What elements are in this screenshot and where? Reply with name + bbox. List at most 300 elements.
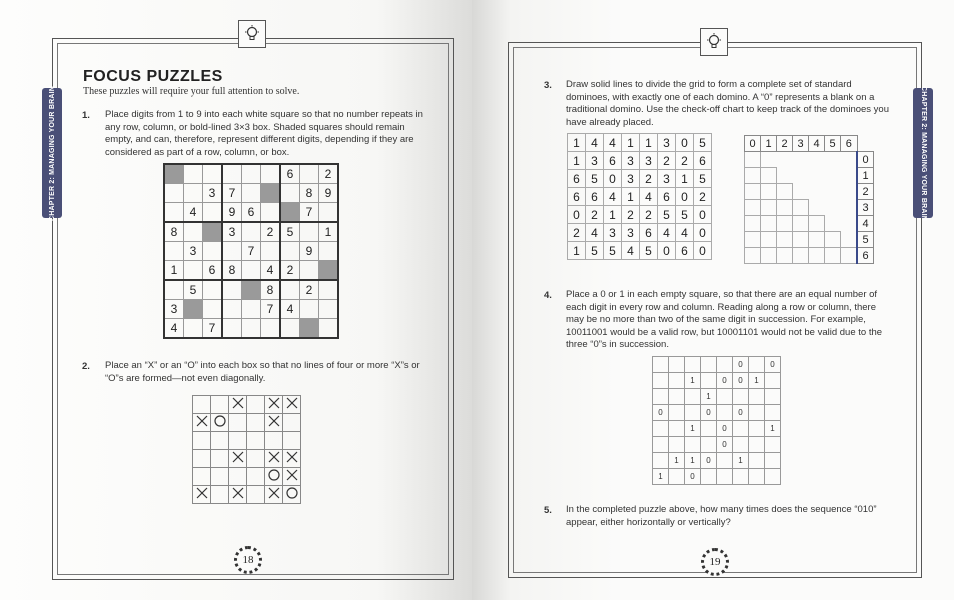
domino-cell[interactable]: 6 (676, 242, 694, 260)
binary-cell[interactable] (749, 453, 765, 469)
binary-cell[interactable] (669, 389, 685, 405)
binary-cell[interactable] (669, 373, 685, 389)
sudoku-cell[interactable] (222, 164, 242, 184)
binary-cell[interactable] (685, 437, 701, 453)
domino-cell[interactable]: 0 (694, 242, 712, 260)
sudoku-cell[interactable]: 7 (242, 242, 261, 261)
xo-cell[interactable] (283, 396, 301, 414)
checkoff-box[interactable] (777, 200, 793, 216)
checkoff-row-label: 6 (857, 248, 874, 264)
sudoku-cell[interactable] (222, 319, 242, 339)
xo-cell[interactable] (229, 450, 247, 468)
xo-cell[interactable] (229, 414, 247, 432)
checkoff-box[interactable] (809, 248, 825, 264)
sudoku-cell[interactable] (280, 319, 300, 339)
binary-cell[interactable] (717, 405, 733, 421)
domino-row (568, 170, 712, 188)
sudoku-cell[interactable]: 6 (242, 203, 261, 223)
domino-cell[interactable]: 2 (640, 170, 658, 188)
xo-cell[interactable] (247, 432, 265, 450)
checkoff-box[interactable] (761, 232, 777, 248)
domino-cell[interactable]: 5 (694, 134, 712, 152)
checkoff-empty (825, 216, 841, 232)
checkoff-box[interactable] (777, 248, 793, 264)
x-mark-icon (268, 397, 280, 409)
sudoku-cell[interactable]: 3 (184, 242, 203, 261)
checkoff-box[interactable] (761, 200, 777, 216)
x-mark-icon (286, 397, 298, 409)
domino-cell[interactable]: 2 (676, 152, 694, 170)
binary-cell[interactable] (669, 405, 685, 421)
domino-cell[interactable]: 5 (658, 206, 676, 224)
sudoku-cell[interactable]: 7 (300, 203, 319, 223)
sudoku-cell[interactable] (261, 319, 281, 339)
binary-cell[interactable] (701, 357, 717, 373)
checkoff-box[interactable] (761, 216, 777, 232)
checkoff-empty (825, 184, 841, 200)
domino-cell[interactable]: 1 (622, 134, 640, 152)
xo-cell[interactable] (247, 396, 265, 414)
binary-cell[interactable] (653, 421, 669, 437)
sudoku-cell[interactable]: 8 (300, 184, 319, 203)
domino-cell[interactable]: 2 (568, 224, 586, 242)
xo-cell[interactable] (247, 486, 265, 504)
sudoku-cell[interactable] (203, 242, 223, 261)
sudoku-cell[interactable]: 7 (261, 300, 281, 319)
domino-cell[interactable]: 3 (622, 170, 640, 188)
checkoff-box[interactable] (825, 232, 841, 248)
binary-cell[interactable] (685, 389, 701, 405)
checkoff-box[interactable] (761, 168, 777, 184)
domino-cell[interactable]: 6 (694, 152, 712, 170)
checkoff-box[interactable] (777, 216, 793, 232)
sudoku-cell[interactable]: 5 (184, 280, 203, 300)
binary-cell[interactable] (733, 437, 749, 453)
chapter-tab: CHAPTER 2: MANAGING YOUR BRAIN (42, 88, 62, 218)
domino-cell[interactable]: 4 (640, 188, 658, 206)
domino-cell[interactable]: 1 (568, 134, 586, 152)
sudoku-cell[interactable] (242, 319, 261, 339)
binary-cell[interactable] (749, 357, 765, 373)
domino-checkoff-chart[interactable] (744, 135, 874, 264)
domino-cell[interactable]: 2 (622, 206, 640, 224)
binary-cell[interactable] (701, 437, 717, 453)
x-mark-icon (268, 415, 280, 427)
sudoku-cell[interactable] (300, 164, 319, 184)
sudoku-row (164, 261, 338, 281)
domino-cell[interactable]: 0 (676, 134, 694, 152)
sudoku-cell[interactable] (261, 203, 281, 223)
sudoku-cell[interactable] (261, 164, 281, 184)
binary-cell[interactable] (653, 373, 669, 389)
checkoff-box[interactable] (761, 248, 777, 264)
domino-cell[interactable]: 3 (658, 134, 676, 152)
sudoku-shaded-cell (280, 203, 300, 223)
checkoff-row (745, 248, 874, 264)
sudoku-cell[interactable] (164, 280, 184, 300)
binary-cell[interactable]: 1 (669, 453, 685, 469)
checkoff-box[interactable] (841, 248, 858, 264)
sudoku-cell[interactable] (261, 242, 281, 261)
sudoku-cell[interactable]: 3 (203, 184, 223, 203)
domino-grid[interactable] (567, 133, 712, 260)
binary-row (653, 437, 781, 453)
checkoff-empty (809, 200, 825, 216)
binary-cell[interactable] (653, 453, 669, 469)
domino-cell[interactable]: 4 (604, 134, 622, 152)
domino-cell[interactable]: 1 (676, 170, 694, 188)
sudoku-cell[interactable]: 9 (222, 203, 242, 223)
binary-cell[interactable] (685, 405, 701, 421)
binary-cell[interactable] (765, 373, 781, 389)
binary-cell[interactable] (701, 373, 717, 389)
xo-cell[interactable] (229, 432, 247, 450)
sudoku-cell[interactable] (222, 300, 242, 319)
checkoff-box[interactable] (745, 248, 761, 264)
xo-cell[interactable] (211, 486, 229, 504)
domino-cell[interactable]: 3 (640, 152, 658, 170)
xo-cell[interactable] (283, 414, 301, 432)
domino-cell[interactable]: 0 (676, 188, 694, 206)
sudoku-cell[interactable] (164, 203, 184, 223)
question-4-number: 4. (544, 290, 552, 301)
sudoku-row (164, 222, 338, 242)
binary-cell[interactable] (765, 437, 781, 453)
domino-cell[interactable]: 5 (604, 242, 622, 260)
binary-cell[interactable] (701, 421, 717, 437)
checkoff-corner (857, 136, 874, 152)
domino-cell[interactable]: 5 (694, 170, 712, 188)
sudoku-cell[interactable]: 3 (164, 300, 184, 319)
question-2-number: 2. (82, 361, 90, 372)
checkoff-box[interactable] (745, 232, 761, 248)
domino-cell[interactable]: 3 (604, 224, 622, 242)
sudoku-cell[interactable] (319, 242, 339, 261)
domino-row (568, 188, 712, 206)
binary-row (653, 469, 781, 485)
binary-cell[interactable]: 0 (717, 421, 733, 437)
xo-cell[interactable] (247, 450, 265, 468)
binary-cell[interactable] (765, 453, 781, 469)
sudoku-cell[interactable]: 4 (280, 300, 300, 319)
sudoku-cell[interactable] (164, 184, 184, 203)
checkoff-box[interactable] (745, 152, 761, 168)
binary-cell[interactable]: 0 (717, 373, 733, 389)
domino-cell[interactable]: 0 (694, 206, 712, 224)
sudoku-cell[interactable] (184, 222, 203, 242)
domino-cell[interactable]: 1 (640, 134, 658, 152)
chapter-tab: CHAPTER 2: MANAGING YOUR BRAIN (913, 88, 933, 218)
binary-cell[interactable] (717, 469, 733, 485)
binary-cell[interactable]: 1 (685, 453, 701, 469)
xo-cell[interactable] (247, 414, 265, 432)
checkoff-box[interactable] (793, 232, 809, 248)
checkoff-box[interactable] (745, 184, 761, 200)
xo-cell[interactable] (193, 468, 211, 486)
binary-cell[interactable] (733, 421, 749, 437)
x-mark-icon (268, 487, 280, 499)
checkoff-box[interactable] (777, 232, 793, 248)
x-o-grid[interactable] (192, 395, 301, 504)
domino-cell[interactable]: 1 (568, 152, 586, 170)
binary-cell[interactable] (717, 389, 733, 405)
xo-cell[interactable] (193, 486, 211, 504)
binary-cell[interactable]: 1 (733, 453, 749, 469)
sudoku-cell[interactable] (242, 300, 261, 319)
domino-row (568, 242, 712, 260)
checkoff-empty (777, 168, 793, 184)
sudoku-cell[interactable]: 8 (222, 261, 242, 281)
binary-cell[interactable]: 0 (733, 357, 749, 373)
checkoff-row (745, 168, 874, 184)
domino-cell[interactable]: 0 (568, 206, 586, 224)
binary-cell[interactable]: 1 (749, 373, 765, 389)
domino-cell[interactable]: 5 (676, 206, 694, 224)
xo-cell[interactable] (193, 432, 211, 450)
binary-cell[interactable]: 1 (685, 373, 701, 389)
binary-cell[interactable] (717, 453, 733, 469)
binary-cell[interactable] (749, 437, 765, 453)
binary-grid[interactable] (652, 356, 781, 485)
binary-cell[interactable] (669, 437, 685, 453)
sudoku-cell[interactable]: 2 (319, 164, 339, 184)
xo-cell[interactable] (229, 396, 247, 414)
sudoku-cell[interactable]: 9 (300, 242, 319, 261)
checkoff-box[interactable] (745, 216, 761, 232)
checkoff-box[interactable] (793, 216, 809, 232)
sudoku-cell[interactable]: 6 (203, 261, 223, 281)
binary-cell[interactable]: 0 (653, 405, 669, 421)
domino-cell[interactable]: 3 (622, 152, 640, 170)
domino-cell[interactable]: 0 (604, 170, 622, 188)
binary-cell[interactable] (749, 405, 765, 421)
sudoku-cell[interactable] (242, 261, 261, 281)
domino-cell[interactable]: 6 (586, 188, 604, 206)
domino-cell[interactable]: 4 (604, 188, 622, 206)
domino-cell[interactable]: 1 (604, 206, 622, 224)
sudoku-cell[interactable]: 2 (261, 222, 281, 242)
binary-cell[interactable] (653, 357, 669, 373)
checkoff-column-label: 4 (809, 136, 825, 152)
binary-cell[interactable] (749, 469, 765, 485)
sudoku-cell[interactable] (300, 222, 319, 242)
xo-cell[interactable] (211, 414, 229, 432)
sudoku-cell[interactable] (242, 164, 261, 184)
xo-cell[interactable] (211, 396, 229, 414)
xo-cell[interactable] (283, 450, 301, 468)
domino-cell[interactable]: 5 (640, 242, 658, 260)
sudoku-cell[interactable]: 5 (280, 222, 300, 242)
page-number-19: 19 (701, 548, 729, 576)
sudoku-cell[interactable]: 6 (280, 164, 300, 184)
xo-cell[interactable] (211, 432, 229, 450)
sudoku-cell[interactable] (184, 164, 203, 184)
sudoku-cell[interactable] (319, 280, 339, 300)
xo-cell[interactable] (265, 486, 283, 504)
sudoku-cell[interactable]: 3 (222, 222, 242, 242)
xo-cell[interactable] (193, 396, 211, 414)
binary-cell[interactable] (749, 421, 765, 437)
domino-cell[interactable]: 3 (586, 152, 604, 170)
domino-cell[interactable]: 6 (640, 224, 658, 242)
binary-cell[interactable] (717, 357, 733, 373)
domino-cell[interactable]: 3 (658, 170, 676, 188)
binary-cell[interactable]: 0 (765, 357, 781, 373)
domino-cell[interactable]: 0 (658, 242, 676, 260)
sudoku-cell[interactable] (203, 203, 223, 223)
xo-cell[interactable] (283, 486, 301, 504)
sudoku-cell[interactable]: 1 (164, 261, 184, 281)
domino-cell[interactable]: 2 (658, 152, 676, 170)
xo-cell[interactable] (211, 450, 229, 468)
binary-cell[interactable]: 0 (685, 469, 701, 485)
checkoff-row-label: 4 (857, 216, 874, 232)
checkoff-box[interactable] (809, 216, 825, 232)
sudoku-cell[interactable] (242, 222, 261, 242)
sudoku-cell[interactable]: 2 (280, 261, 300, 281)
sudoku-cell[interactable]: 4 (261, 261, 281, 281)
xo-cell[interactable] (193, 450, 211, 468)
binary-cell[interactable]: 0 (701, 453, 717, 469)
domino-cell[interactable]: 3 (622, 224, 640, 242)
sudoku-cell[interactable]: 4 (184, 203, 203, 223)
domino-row (568, 206, 712, 224)
xo-cell[interactable] (265, 468, 283, 486)
checkoff-box[interactable] (809, 232, 825, 248)
xo-row (193, 414, 301, 432)
binary-cell[interactable] (733, 469, 749, 485)
domino-cell[interactable]: 1 (622, 188, 640, 206)
binary-cell[interactable] (701, 469, 717, 485)
sudoku-cell[interactable]: 8 (164, 222, 184, 242)
binary-cell[interactable] (765, 389, 781, 405)
domino-cell[interactable]: 2 (586, 206, 604, 224)
checkoff-box[interactable] (793, 200, 809, 216)
xo-cell[interactable] (229, 486, 247, 504)
binary-cell[interactable] (653, 437, 669, 453)
binary-cell[interactable]: 0 (733, 405, 749, 421)
sudoku-row (164, 300, 338, 319)
checkoff-row-label: 0 (857, 152, 874, 168)
binary-cell[interactable]: 1 (765, 421, 781, 437)
domino-cell[interactable]: 6 (604, 152, 622, 170)
xo-cell[interactable] (265, 414, 283, 432)
xo-row (193, 468, 301, 486)
sudoku-cell[interactable] (300, 300, 319, 319)
domino-cell[interactable]: 4 (658, 224, 676, 242)
binary-cell[interactable]: 0 (701, 405, 717, 421)
domino-cell[interactable]: 4 (622, 242, 640, 260)
sudoku-cell[interactable] (280, 280, 300, 300)
domino-cell[interactable]: 1 (568, 242, 586, 260)
checkoff-column-label: 0 (745, 136, 761, 152)
sudoku-cell[interactable]: 7 (222, 184, 242, 203)
xo-cell[interactable] (265, 396, 283, 414)
xo-cell[interactable] (229, 468, 247, 486)
sudoku-cell[interactable] (280, 184, 300, 203)
binary-cell[interactable]: 1 (685, 421, 701, 437)
binary-cell[interactable] (669, 421, 685, 437)
sudoku-cell[interactable] (319, 300, 339, 319)
sudoku-cell[interactable]: 7 (203, 319, 223, 339)
sudoku-cell[interactable]: 1 (319, 222, 339, 242)
sudoku-cell[interactable] (203, 300, 223, 319)
checkoff-box[interactable] (777, 184, 793, 200)
binary-cell[interactable] (733, 389, 749, 405)
domino-cell[interactable]: 0 (694, 224, 712, 242)
domino-cell[interactable]: 5 (586, 242, 604, 260)
sudoku-cell[interactable] (300, 261, 319, 281)
checkoff-box[interactable] (793, 248, 809, 264)
binary-cell[interactable] (669, 469, 685, 485)
binary-cell[interactable] (669, 357, 685, 373)
sudoku-cell[interactable]: 9 (319, 184, 339, 203)
sudoku-row (164, 319, 338, 339)
binary-cell[interactable]: 1 (701, 389, 717, 405)
sudoku-cell[interactable] (222, 280, 242, 300)
binary-cell[interactable] (653, 389, 669, 405)
binary-row (653, 357, 781, 373)
checkoff-empty (793, 184, 809, 200)
sudoku-cell[interactable] (184, 184, 203, 203)
xo-cell[interactable] (193, 414, 211, 432)
checkoff-box[interactable] (825, 248, 841, 264)
binary-cell[interactable] (765, 405, 781, 421)
domino-cell[interactable]: 6 (568, 170, 586, 188)
sudoku-cell[interactable]: 2 (300, 280, 319, 300)
checkoff-empty (793, 152, 809, 168)
sudoku-cell[interactable] (184, 261, 203, 281)
domino-cell[interactable]: 2 (694, 188, 712, 206)
sudoku-cell[interactable] (280, 242, 300, 261)
sudoku-cell[interactable] (242, 184, 261, 203)
sudoku-cell[interactable]: 8 (261, 280, 281, 300)
checkoff-box[interactable] (761, 184, 777, 200)
domino-cell[interactable]: 2 (640, 206, 658, 224)
checkoff-empty (841, 152, 858, 168)
sudoku-cell[interactable] (319, 319, 339, 339)
binary-cell[interactable]: 1 (653, 469, 669, 485)
checkoff-box[interactable] (745, 168, 761, 184)
sudoku-cell[interactable] (222, 242, 242, 261)
xo-cell[interactable] (247, 468, 265, 486)
domino-cell[interactable]: 6 (658, 188, 676, 206)
sudoku-cell[interactable] (203, 164, 223, 184)
binary-cell[interactable] (685, 357, 701, 373)
xo-cell[interactable] (265, 432, 283, 450)
binary-cell[interactable]: 0 (733, 373, 749, 389)
binary-cell[interactable] (749, 389, 765, 405)
binary-cell[interactable] (765, 469, 781, 485)
domino-cell[interactable]: 4 (676, 224, 694, 242)
domino-cell[interactable]: 5 (586, 170, 604, 188)
sudoku-cell[interactable] (319, 203, 339, 223)
checkoff-box[interactable] (745, 200, 761, 216)
domino-cell[interactable]: 4 (586, 224, 604, 242)
xo-cell[interactable] (283, 468, 301, 486)
xo-cell[interactable] (283, 432, 301, 450)
xo-cell[interactable] (211, 468, 229, 486)
sudoku-cell[interactable] (184, 319, 203, 339)
binary-cell[interactable]: 0 (717, 437, 733, 453)
domino-cell[interactable]: 6 (568, 188, 586, 206)
xo-cell[interactable] (265, 450, 283, 468)
sudoku-cell[interactable] (203, 280, 223, 300)
sudoku-cell[interactable]: 4 (164, 319, 184, 339)
domino-cell[interactable]: 4 (586, 134, 604, 152)
sudoku-cell[interactable] (164, 242, 184, 261)
sudoku-grid[interactable] (163, 163, 339, 339)
